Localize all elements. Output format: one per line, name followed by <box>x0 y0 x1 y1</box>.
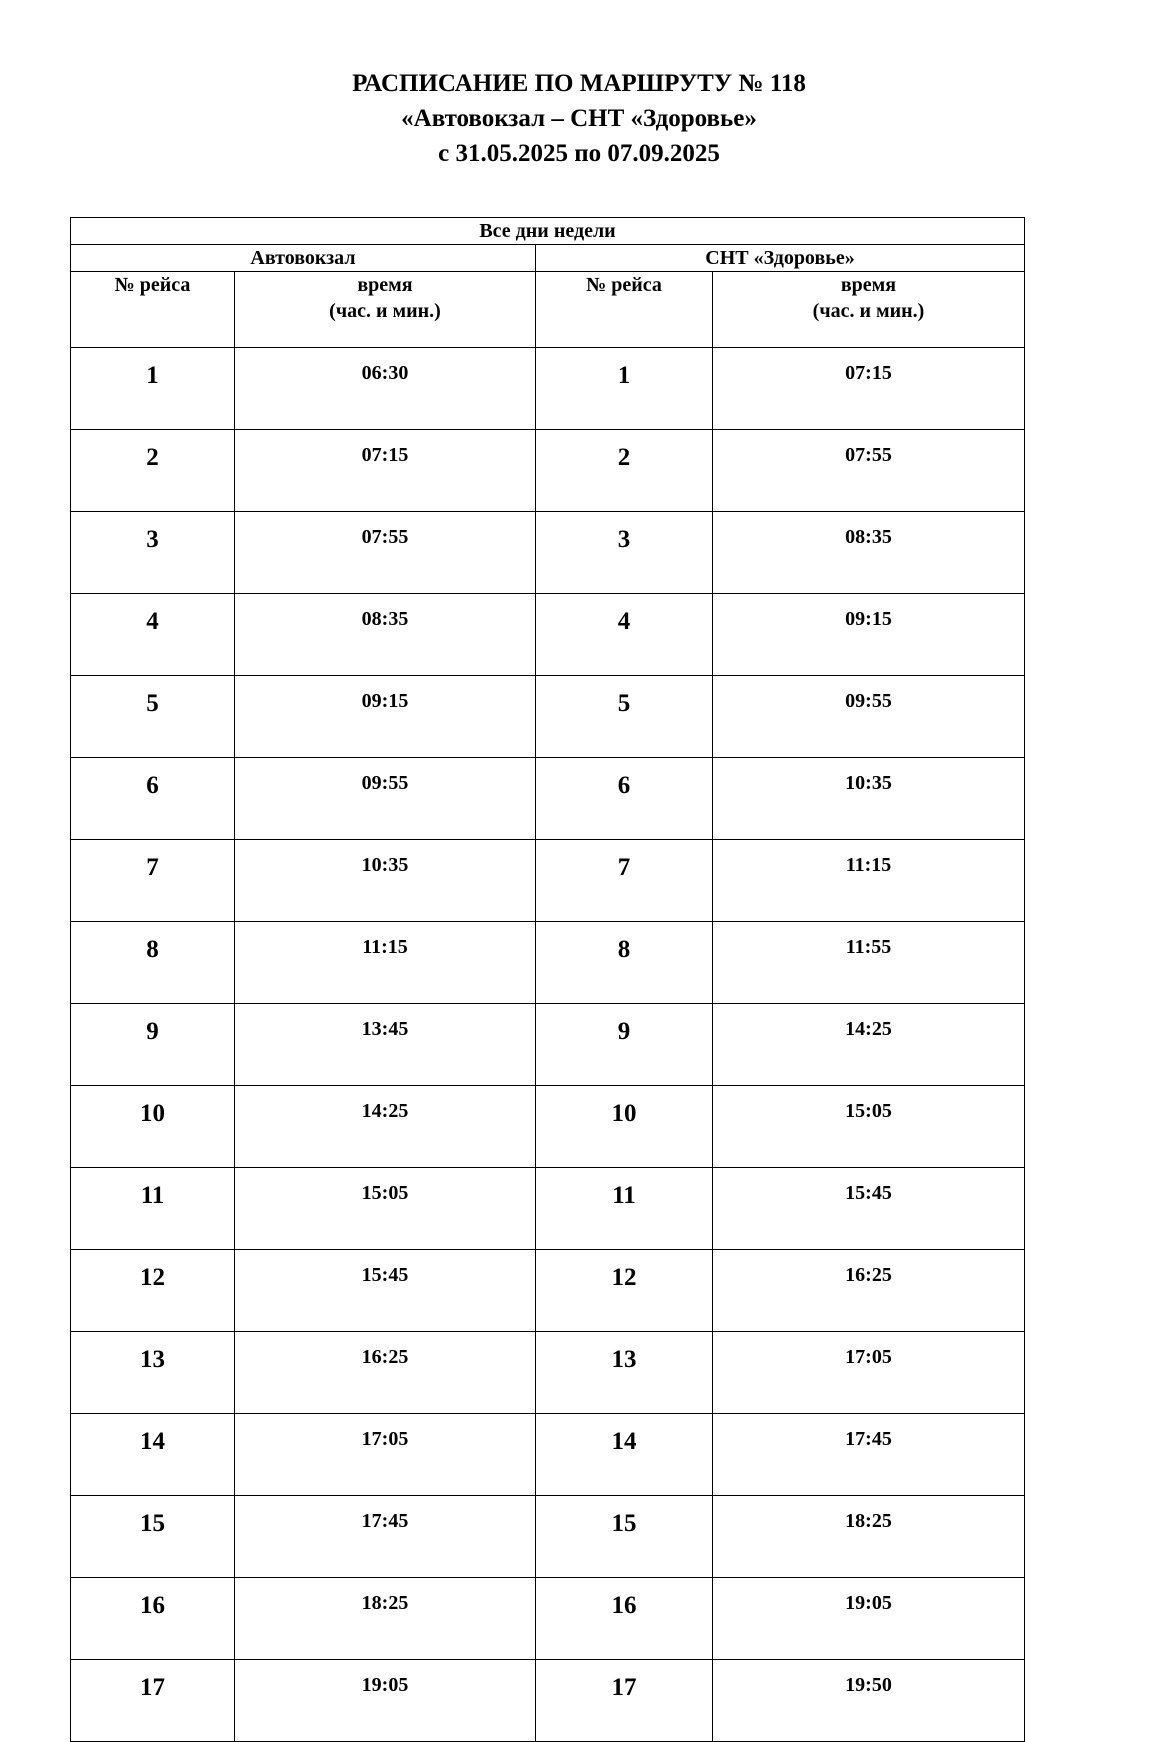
trip-number-b: 8 <box>536 922 713 1004</box>
columns-header-row <box>71 272 1025 348</box>
departure-time-a: 17:05 <box>235 1414 536 1496</box>
table-row <box>71 1250 1025 1332</box>
departure-time-b: 16:25 <box>713 1250 1025 1332</box>
departure-time-a: 06:30 <box>235 348 536 430</box>
trip-number-a: 17 <box>71 1660 235 1742</box>
trip-number-a: 4 <box>71 594 235 676</box>
trip-number-a: 11 <box>71 1168 235 1250</box>
table-row <box>71 1332 1025 1414</box>
trip-number-b: 10 <box>536 1086 713 1168</box>
departure-time-b: 14:25 <box>713 1004 1025 1086</box>
departure-time-b: 15:05 <box>713 1086 1025 1168</box>
title-direction: «Автовокзал – СНТ «Здоровье» <box>401 105 757 132</box>
departure-time-a: 17:45 <box>235 1496 536 1578</box>
departure-time-b: 11:55 <box>713 922 1025 1004</box>
trip-number-b: 7 <box>536 840 713 922</box>
trip-number-b: 14 <box>536 1414 713 1496</box>
departure-time-a: 16:25 <box>235 1332 536 1414</box>
table-row <box>71 430 1025 512</box>
departure-time-a: 14:25 <box>235 1086 536 1168</box>
trip-number-a: 7 <box>71 840 235 922</box>
trip-number-b: 5 <box>536 676 713 758</box>
departure-time-a: 08:35 <box>235 594 536 676</box>
time-b-header-line2: (час. и мин.) <box>812 300 925 322</box>
table-row <box>71 676 1025 758</box>
time-a-header-line2: (час. и мин.) <box>329 300 441 322</box>
table-row <box>71 1660 1025 1742</box>
title-route: РАСПИСАНИЕ ПО МАРШРУТУ № 118 <box>352 70 806 97</box>
trip-number-a: 12 <box>71 1250 235 1332</box>
time-a-header <box>235 272 536 348</box>
departure-time-b: 17:45 <box>713 1414 1025 1496</box>
trip-number-b: 13 <box>536 1332 713 1414</box>
time-b-header <box>713 272 1025 348</box>
trip-number-b: 11 <box>536 1168 713 1250</box>
trip-number-a: 10 <box>71 1086 235 1168</box>
trip-number-a: 9 <box>71 1004 235 1086</box>
departure-time-a: 10:35 <box>235 840 536 922</box>
table-row <box>71 758 1025 840</box>
departure-time-a: 07:15 <box>235 430 536 512</box>
days-header-row <box>71 218 1025 245</box>
table-row <box>71 1004 1025 1086</box>
departure-time-b: 07:55 <box>713 430 1025 512</box>
trip-a-header: № рейса <box>71 272 235 348</box>
trip-number-a: 14 <box>71 1414 235 1496</box>
departure-time-a: 15:05 <box>235 1168 536 1250</box>
departure-time-b: 19:05 <box>713 1578 1025 1660</box>
title-period: с 31.05.2025 по 07.09.2025 <box>438 140 720 167</box>
table-row <box>71 840 1025 922</box>
trip-number-a: 13 <box>71 1332 235 1414</box>
table-row <box>71 348 1025 430</box>
trip-number-a: 15 <box>71 1496 235 1578</box>
departure-time-a: 09:55 <box>235 758 536 840</box>
trip-number-b: 17 <box>536 1660 713 1742</box>
departure-time-a: 19:05 <box>235 1660 536 1742</box>
trip-number-a: 16 <box>71 1578 235 1660</box>
trip-number-b: 12 <box>536 1250 713 1332</box>
stops-header-row <box>71 245 1025 272</box>
trip-b-header: № рейса <box>536 272 713 348</box>
table-row <box>71 594 1025 676</box>
table-row <box>71 1086 1025 1168</box>
departure-time-b: 15:45 <box>713 1168 1025 1250</box>
table-row <box>71 1578 1025 1660</box>
departure-time-a: 13:45 <box>235 1004 536 1086</box>
trip-number-b: 4 <box>536 594 713 676</box>
departure-time-a: 11:15 <box>235 922 536 1004</box>
table-row <box>71 1496 1025 1578</box>
departure-time-b: 17:05 <box>713 1332 1025 1414</box>
departure-time-a: 07:55 <box>235 512 536 594</box>
trip-number-b: 6 <box>536 758 713 840</box>
trip-number-b: 2 <box>536 430 713 512</box>
departure-time-b: 07:15 <box>713 348 1025 430</box>
table-row <box>71 1168 1025 1250</box>
departure-time-a: 15:45 <box>235 1250 536 1332</box>
departure-time-b: 09:55 <box>713 676 1025 758</box>
trip-number-b: 15 <box>536 1496 713 1578</box>
table-row <box>71 922 1025 1004</box>
table-row <box>71 1414 1025 1496</box>
departure-time-a: 09:15 <box>235 676 536 758</box>
time-b-header-line1: время <box>840 274 897 296</box>
trip-number-b: 1 <box>536 348 713 430</box>
departure-time-a: 18:25 <box>235 1578 536 1660</box>
document-title <box>0 66 1158 171</box>
trip-number-a: 6 <box>71 758 235 840</box>
trip-number-a: 3 <box>71 512 235 594</box>
trip-number-a: 8 <box>71 922 235 1004</box>
schedule-table <box>70 217 1025 1742</box>
stop-b-header: СНТ «Здоровье» <box>536 245 1025 272</box>
trip-number-b: 9 <box>536 1004 713 1086</box>
days-header: Все дни недели <box>71 218 1025 245</box>
trip-number-b: 16 <box>536 1578 713 1660</box>
departure-time-b: 19:50 <box>713 1660 1025 1742</box>
departure-time-b: 08:35 <box>713 512 1025 594</box>
departure-time-b: 18:25 <box>713 1496 1025 1578</box>
trip-number-a: 1 <box>71 348 235 430</box>
trip-number-b: 3 <box>536 512 713 594</box>
trip-number-a: 2 <box>71 430 235 512</box>
departure-time-b: 10:35 <box>713 758 1025 840</box>
departure-time-b: 11:15 <box>713 840 1025 922</box>
trip-number-a: 5 <box>71 676 235 758</box>
stop-a-header: Автовокзал <box>71 245 536 272</box>
departure-time-b: 09:15 <box>713 594 1025 676</box>
time-a-header-line1: время <box>357 274 413 296</box>
table-row <box>71 512 1025 594</box>
